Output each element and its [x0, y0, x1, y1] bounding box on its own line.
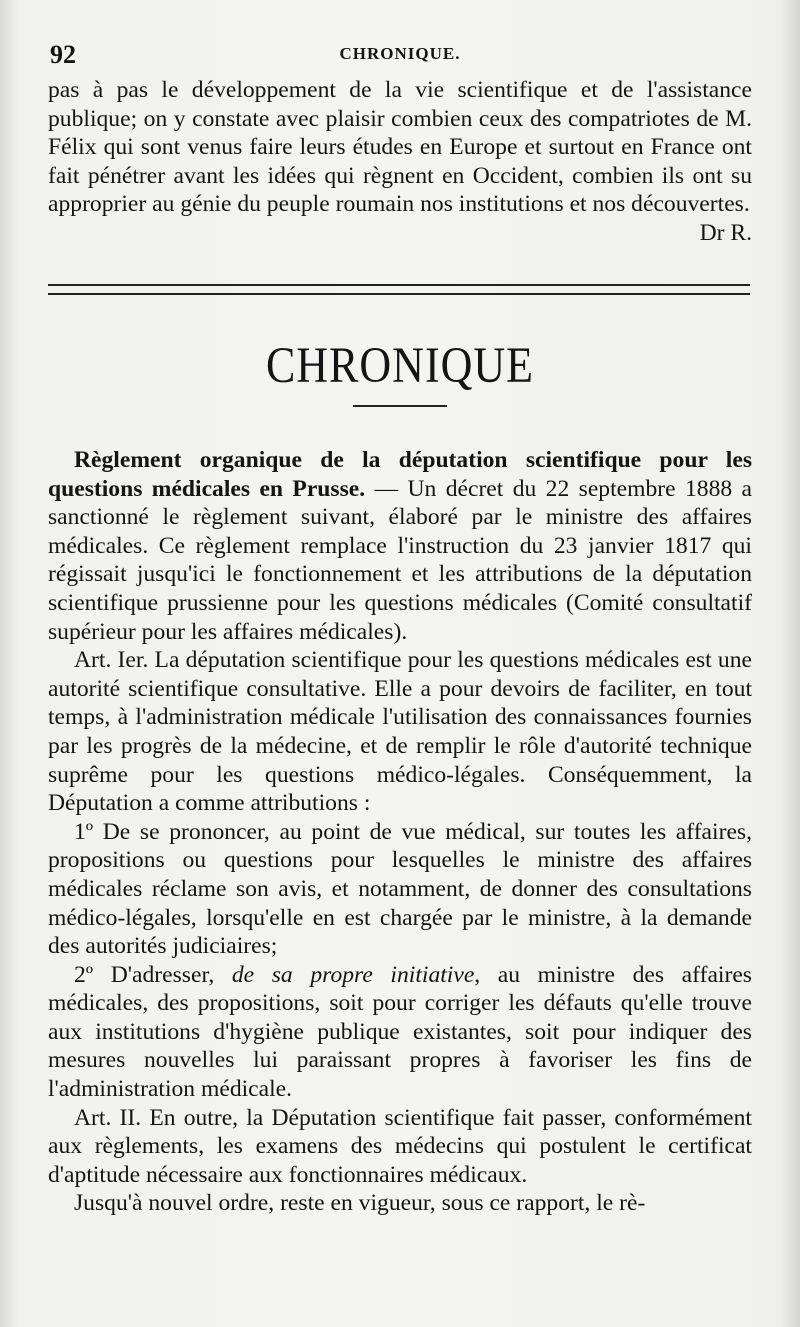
- section-title: CHRONIQUE: [265, 337, 535, 394]
- article-1-item-2: [48, 961, 752, 1104]
- item-2-end: , au ministre des affaires médicales, des propositions, soit pour corriger les défauts qu'elle trouve aux institutions d'hygiène publique existantes, soit pour indiquer des mesures nouvelles lui paraissant propres à favoriser les fins de l'administration médicale.: [48, 961, 752, 1103]
- article-1-paragraph: Art. Ier. La députation scientifique pour les questions médicales est une autorité scientifique consultative. Elle a pour devoirs de faciliter, en tout temps, à l'administration médicale l'utilisation des connaissances fournies par les progrès de la médecine, et de remplir le rôle d'autorité technique suprême pour les questions médico-légales. Conséquemment, la Députation a comme attributions :: [48, 647, 752, 817]
- article-2-paragraph: Art. II. En outre, la Députation scientifique fait passer, conformément aux règlements, les examens des médecins qui postulent le certificat d'aptitude nécessaire aux fonctionnaires médicaux.: [48, 1104, 752, 1188]
- continuing-paragraph: Jusqu'à nouvel ordre, reste en vigueur, sous ce rapport, le rè-: [74, 1190, 646, 1217]
- article-1-item-1: 1º De se prononcer, au point de vue médical, sur toutes les affaires, propositions ou questions pour lesquelles le ministre des affaires médicales réclame son avis, et notamment, de donner des consultations médico-légales, lorsqu'elle en est chargée par le ministre, à la demande des autorités judiciaires;: [48, 818, 752, 960]
- item-2-start: 2º D'adresser,: [74, 961, 232, 988]
- intro-text: pas à pas le développement de la vie scientifique et de l'assistance publique; on y constate avec plaisir combien ceux des compatriotes de M. Félix qui sont venus faire leurs études en Europe et surtout en France ont fait pénétrer avant les idées qui règnent en Occident, combien ils ont su approprier au génie du peuple roumain nos institutions et nos découvertes.: [48, 77, 752, 218]
- signature: Dr R.: [699, 219, 752, 246]
- article-intro-text: — Un décret du 22 septembre 1888 a sanctionné le règlement suivant, élaboré par le ministre des affaires médicales. Ce règlement remplace l'instruction du 23 janvier 1817 qui régissait jusqu'ici le fonctionnement et les attributions de la députation scientifique prussienne pour les questions médicales (Comité consultatif supérieur pour les affaires médicales).: [48, 475, 753, 645]
- article-body: [48, 446, 752, 1218]
- running-title: CHRONIQUE.: [339, 44, 461, 63]
- page-header: [50, 40, 750, 70]
- article-lead-paragraph: [48, 446, 752, 646]
- article-heading: Règlement organique de la députation scientifique pour les questions médicales en Prusse.: [48, 447, 752, 502]
- title-underline: [353, 405, 447, 407]
- page-number: 92: [50, 40, 76, 69]
- item-2-italic: de sa propre initiative: [231, 961, 475, 988]
- double-rule-divider: [48, 284, 750, 295]
- intro-paragraph: [48, 76, 752, 248]
